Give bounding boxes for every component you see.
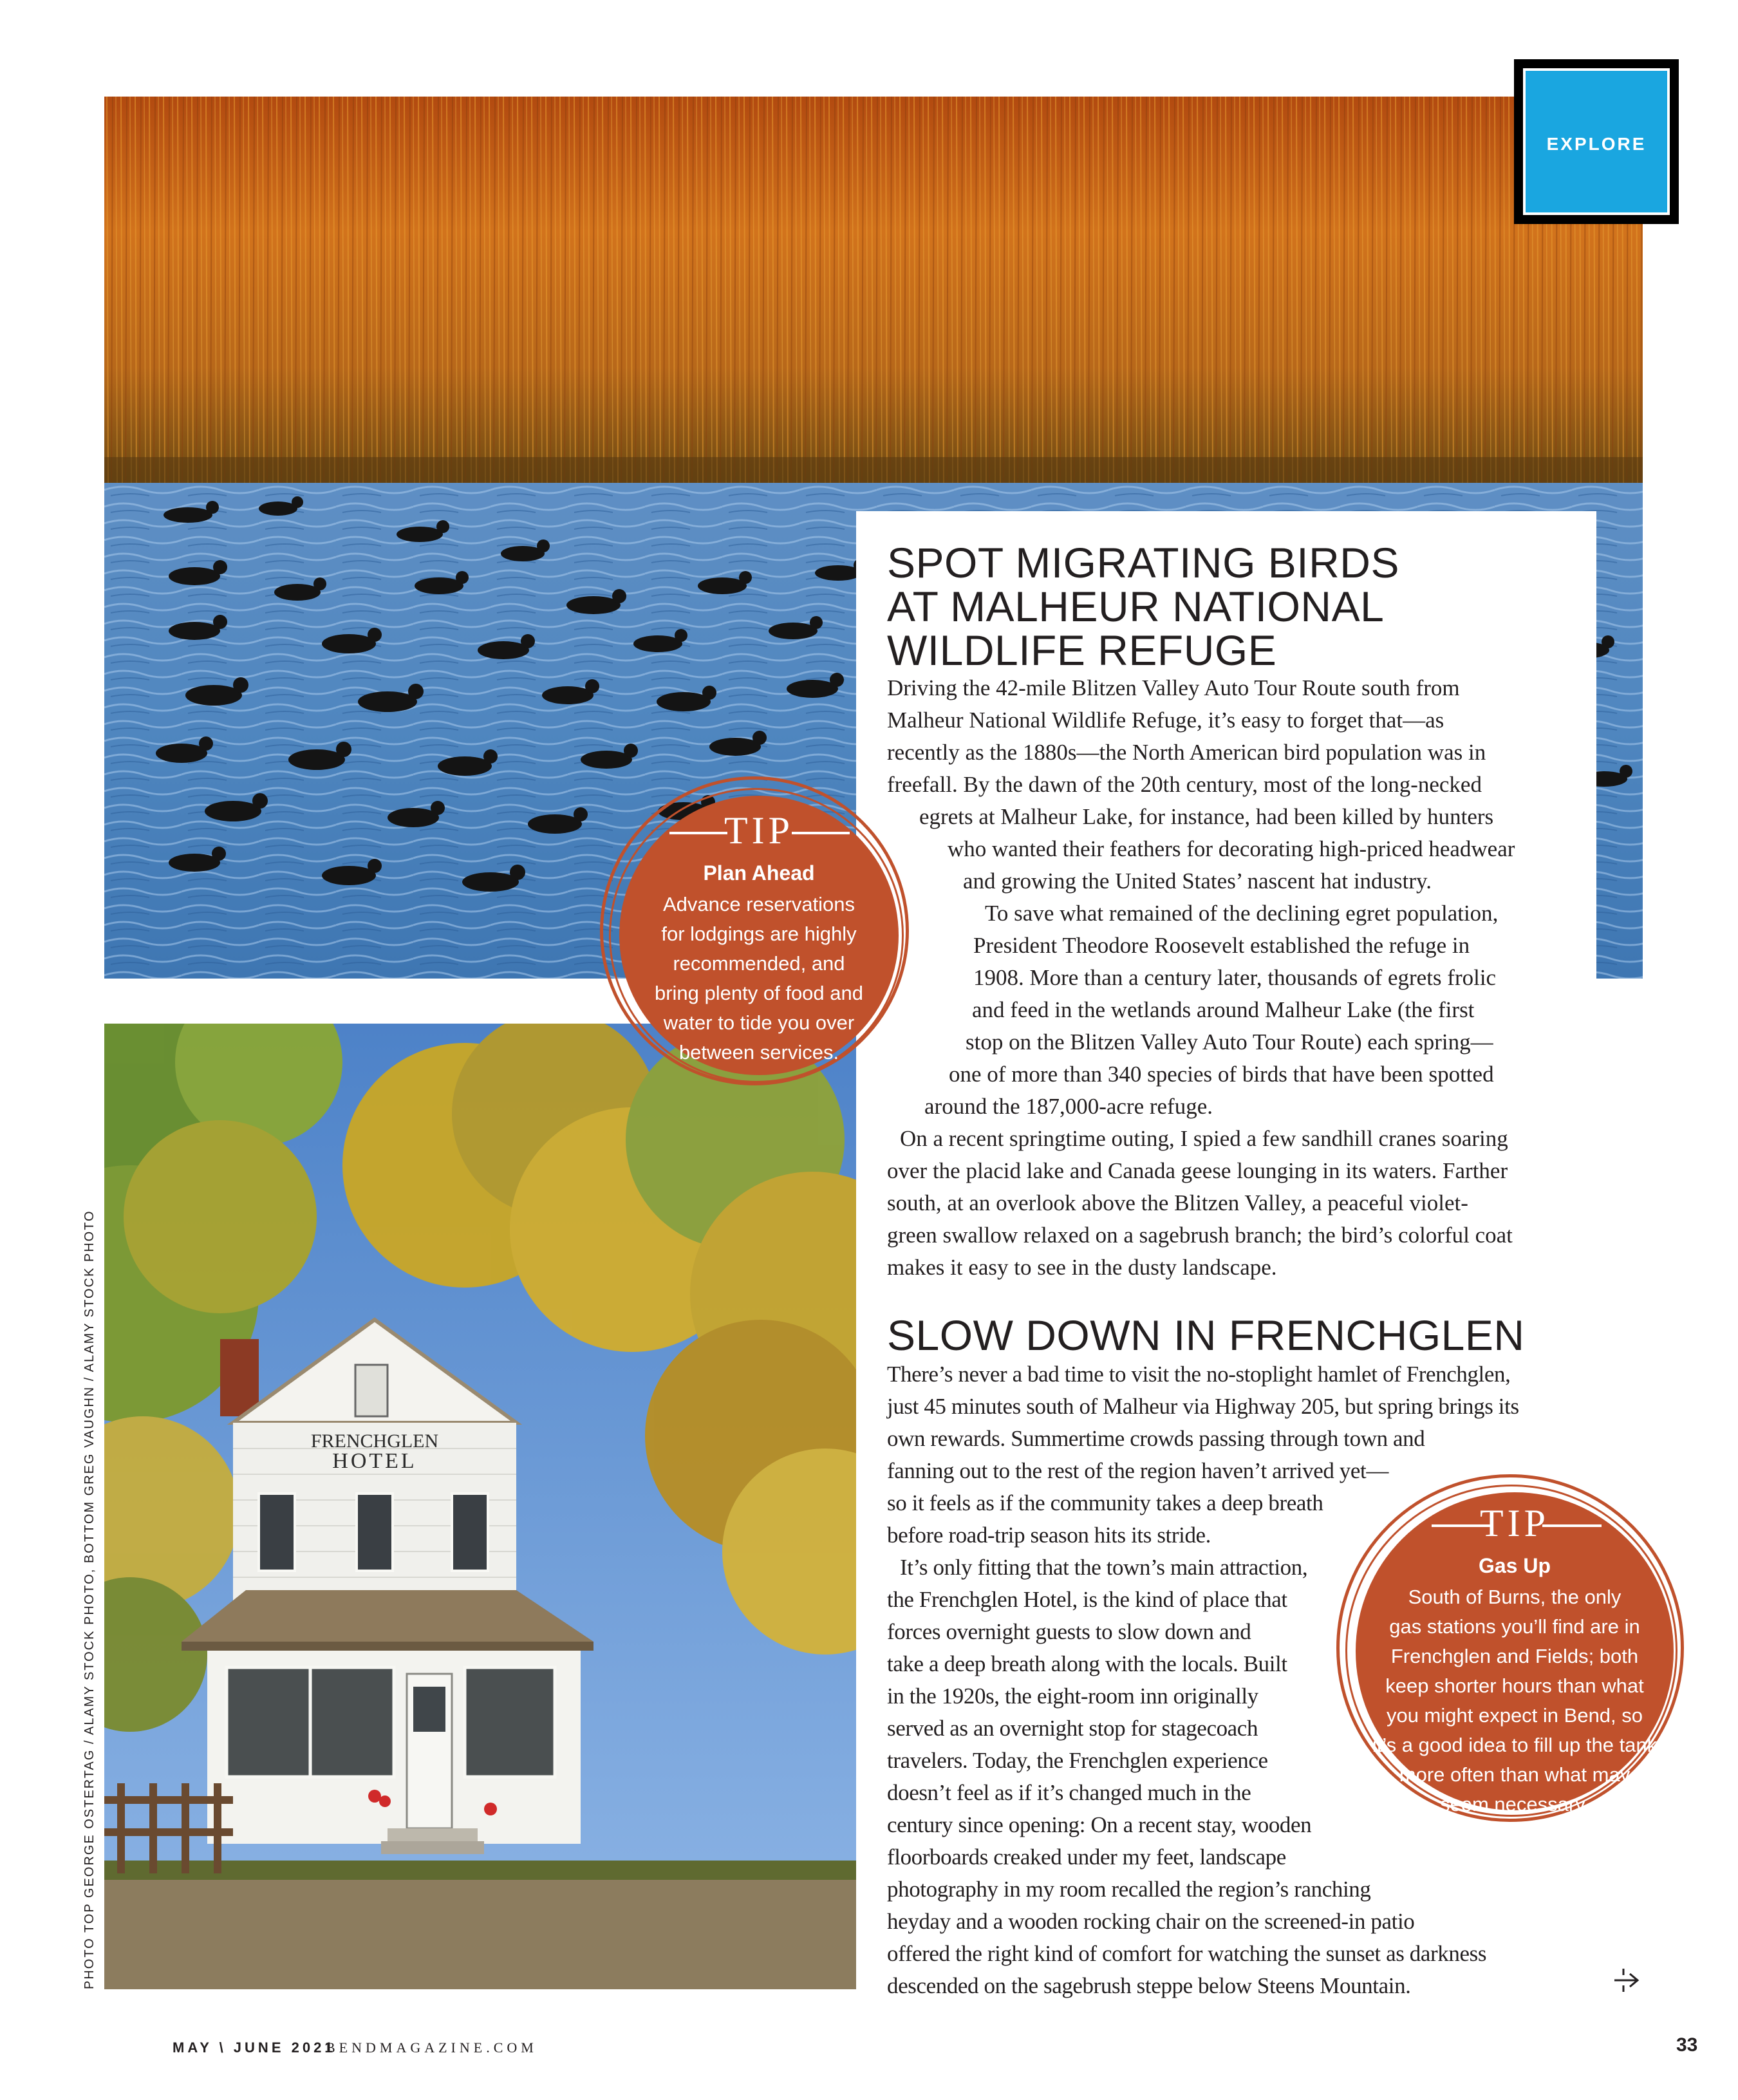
body-line: forces overnight guests to slow down and: [887, 1619, 1251, 1644]
body-line: and feed in the wetlands around Malheur Lake (the first: [972, 997, 1475, 1022]
section-tab-label: EXPLORE: [1546, 134, 1647, 154]
body-line: heyday and a wooden rocking chair on the screened-in patio: [887, 1909, 1415, 1934]
tip1-body-line: bring plenty of food and: [654, 982, 864, 1004]
body-line: before road-trip season hits its stride.: [887, 1523, 1211, 1548]
body-line: 1908. More than a century later, thousands of egrets frolic: [973, 965, 1497, 990]
headline-line: AT MALHEUR NATIONAL: [887, 583, 1385, 630]
body-line: descended on the sagebrush steppe below Steens Mountain.: [887, 1973, 1411, 1998]
hotel-sign-line2: HOTEL: [332, 1449, 417, 1473]
tip1-body-line: recommended, and: [673, 952, 845, 975]
body-line: It’s only fitting that the town’s main attraction,: [900, 1555, 1308, 1580]
headline-line: WILDLIFE REFUGE: [887, 626, 1277, 674]
tip1-title: TIP: [724, 809, 794, 852]
body-line: own rewards. Summertime crowds passing through town and: [887, 1426, 1425, 1451]
body-line: doesn’t feel as if it’s changed much in the: [887, 1780, 1251, 1805]
tip2-body-line: South of Burns, the only: [1408, 1586, 1621, 1608]
section-tab: [1514, 59, 1679, 224]
tip1-body-line: Advance reservations: [662, 893, 855, 915]
body-line: so it feels as if the community takes a deep breath: [887, 1490, 1323, 1515]
body-line: one of more than 340 species of birds that have been spotted: [949, 1062, 1494, 1087]
body-line: fanning out to the rest of the region haven’t arrived yet—: [887, 1458, 1388, 1483]
body-line: and growing the United States’ nascent hat industry.: [963, 868, 1432, 894]
tip2-body-line: you might expect in Bend, so: [1386, 1704, 1643, 1727]
body-line: offered the right kind of comfort for watching the sunset as darkness: [887, 1941, 1487, 1966]
body-line: around the 187,000-acre refuge.: [924, 1094, 1213, 1119]
end-of-article-icon: [1612, 1966, 1640, 1994]
body-line: Driving the 42-mile Blitzen Valley Auto Tour Route south from: [887, 675, 1460, 700]
tip2-body-line: more often than what may: [1399, 1763, 1631, 1786]
body-line: take a deep breath along with the locals. Built: [887, 1651, 1287, 1676]
tip1-body-line: water to tide you over: [663, 1011, 855, 1034]
body-line: On a recent springtime outing, I spied a few sandhill cranes soaring: [900, 1126, 1508, 1151]
tip2-callout: [1356, 1492, 1674, 1815]
tip2-title: TIP: [1480, 1502, 1549, 1544]
body-line: egrets at Malheur Lake, for instance, had been killed by hunters: [919, 804, 1494, 829]
tip2-body-line: seem necessary.: [1439, 1793, 1589, 1815]
frenchglen-hotel-photo: [104, 1024, 856, 1989]
hotel-sign-line1: FRENCHGLEN: [310, 1430, 439, 1452]
tip1-callout: [619, 796, 899, 1075]
body-line: recently as the 1880s—the North American bird population was in: [887, 740, 1486, 765]
tip2-body-line: Frenchglen and Fields; both: [1390, 1645, 1639, 1667]
tip2-heading: Gas Up: [1478, 1554, 1551, 1577]
body-line: photography in my room recalled the region’s ranching: [887, 1877, 1371, 1902]
body-line: just 45 minutes south of Malheur via Highway 205, but spring brings its: [887, 1394, 1519, 1419]
body-line: floorboards creaked under my feet, landscape: [887, 1844, 1286, 1870]
body-line: President Theodore Roosevelt established the refuge in: [973, 933, 1470, 958]
tip1-body-line: between services.: [678, 1041, 839, 1064]
tip1-body-line: for lodgings are highly: [661, 923, 857, 945]
body-line: century since opening: On a recent stay, wooden: [887, 1812, 1312, 1837]
tip2-body-line: it’s a good idea to fill up the tank: [1372, 1734, 1658, 1756]
tip1-body: [645, 890, 873, 1067]
section2-headline: SLOW DOWN IN FRENCHGLEN: [887, 1311, 1525, 1359]
tip2-body-line: gas stations you’ll find are in: [1389, 1615, 1640, 1638]
body-line: served as an overnight stop for stagecoach: [887, 1716, 1258, 1741]
section-tab-inner: [1523, 68, 1670, 215]
body-line: freefall. By the dawn of the 20th century, most of the long-necked: [887, 772, 1482, 797]
body-line: stop on the Blitzen Valley Auto Tour Route) each spring—: [966, 1029, 1493, 1055]
section1-headline: [887, 541, 1399, 672]
footer-issue-date: MAY \ JUNE 2021: [173, 2039, 336, 2056]
body-line: the Frenchglen Hotel, is the kind of place that: [887, 1587, 1287, 1612]
body-line: Malheur National Wildlife Refuge, it’s easy to forget that—as: [887, 708, 1444, 733]
photo-credit: PHOTO TOP GEORGE OSTERTAG / ALAMY STOCK PHOTO, BOTTOM GREG VAUGHN / ALAMY STOCK PHOTO: [82, 1210, 97, 1989]
headline-line: SPOT MIGRATING BIRDS: [887, 539, 1399, 586]
body-line: south, at an overlook above the Blitzen Valley, a peaceful violet-: [887, 1190, 1468, 1215]
tip2-body-line: keep shorter hours than what: [1385, 1674, 1644, 1697]
body-line: over the placid lake and Canada geese lounging in its waters. Farther: [887, 1158, 1508, 1183]
tip2-body: [1356, 1582, 1674, 1819]
body-line: makes it easy to see in the dusty landscape.: [887, 1255, 1277, 1280]
body-line: in the 1920s, the eight-room inn originally: [887, 1683, 1258, 1709]
body-line: There’s never a bad time to visit the no-stoplight hamlet of Frenchglen,: [887, 1362, 1511, 1387]
body-line: green swallow relaxed on a sagebrush branch; the bird’s colorful coat: [887, 1223, 1513, 1248]
footer-site-name: BENDMAGAZINE.COM: [326, 2039, 537, 2056]
body-line: To save what remained of the declining egret population,: [985, 901, 1499, 926]
tip1-heading: Plan Ahead: [703, 861, 815, 885]
body-line: who wanted their feathers for decorating high-priced headwear: [948, 836, 1515, 861]
body-line: travelers. Today, the Frenchglen experience: [887, 1748, 1268, 1773]
page-number: 33: [1676, 2034, 1698, 2056]
